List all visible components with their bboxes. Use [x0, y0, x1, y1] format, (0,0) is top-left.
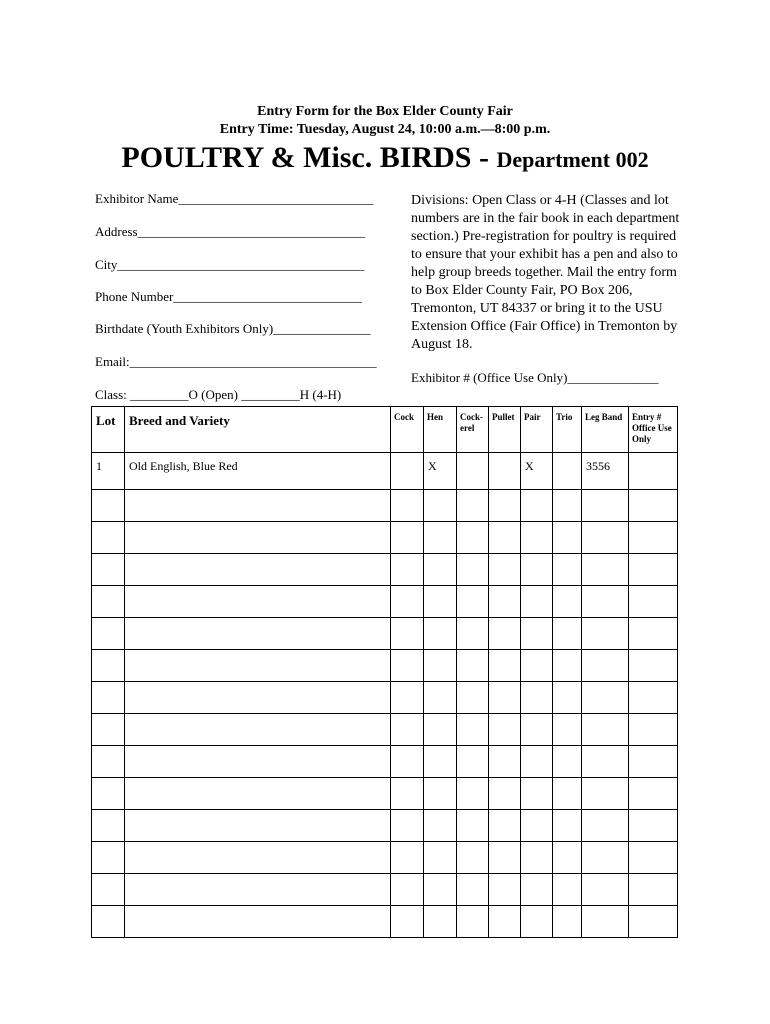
col-breed: Breed and Variety [125, 407, 391, 453]
cell-entry-number[interactable] [629, 453, 678, 490]
table-row[interactable] [92, 682, 678, 714]
col-entry-number: Entry # Office Use Only [629, 407, 678, 453]
table-row[interactable] [92, 490, 678, 522]
form-heading: Entry Form for the Box Elder County Fair [257, 104, 513, 119]
table-row[interactable] [92, 714, 678, 746]
table-row[interactable] [92, 618, 678, 650]
col-hen: Hen [424, 407, 457, 453]
table-row[interactable] [92, 842, 678, 874]
phone-field[interactable]: Phone Number_____________________________ [95, 289, 362, 304]
table-row[interactable] [92, 746, 678, 778]
table-row[interactable] [92, 778, 678, 810]
cell-breed[interactable]: Old English, Blue Red [125, 453, 391, 490]
col-pair: Pair [521, 407, 553, 453]
col-lot: Lot [92, 407, 125, 453]
col-trio: Trio [553, 407, 582, 453]
table-row[interactable] [92, 586, 678, 618]
col-cockerel: Cock-erel [457, 407, 489, 453]
class-field[interactable]: Class: _________O (Open) _________H (4-H) [95, 387, 342, 402]
exhibitor-number-field[interactable]: Exhibitor # (Office Use Only)______________ [411, 370, 659, 385]
page-title [0, 141, 770, 177]
title-main: POULTRY & Misc. BIRDS - [121, 141, 497, 174]
col-pullet: Pullet [489, 407, 521, 453]
cell-pullet[interactable] [489, 453, 521, 490]
table-row[interactable] [92, 810, 678, 842]
table-row[interactable] [92, 522, 678, 554]
birthdate-field[interactable]: Birthdate (Youth Exhibitors Only)_______________ [95, 321, 371, 336]
city-field[interactable]: City______________________________________ [95, 257, 365, 272]
cell-lot[interactable]: 1 [92, 453, 125, 490]
table-row[interactable] [92, 906, 678, 938]
entry-time: Entry Time: Tuesday, August 24, 10:00 a.m.—8:00 p.m. [219, 122, 551, 137]
address-field[interactable]: Address___________________________________ [95, 224, 366, 239]
cell-cock[interactable] [391, 453, 424, 490]
department-label: Department 002 [496, 147, 649, 172]
col-leg-band: Leg Band [582, 407, 629, 453]
table-row[interactable] [92, 554, 678, 586]
cell-trio[interactable] [553, 453, 582, 490]
table-row [92, 453, 678, 490]
cell-pair[interactable]: X [521, 453, 553, 490]
email-field[interactable]: Email:______________________________________ [95, 354, 377, 369]
cell-cockerel[interactable] [457, 453, 489, 490]
exhibitor-name-field[interactable]: Exhibitor Name______________________________ [95, 191, 374, 206]
col-cock: Cock [391, 407, 424, 453]
table-row[interactable] [92, 650, 678, 682]
table-row[interactable] [92, 874, 678, 906]
cell-hen[interactable]: X [424, 453, 457, 490]
entry-table [91, 406, 678, 938]
divisions-text: Divisions: Open Class or 4-H (Classes and lot numbers are in the fair book in each department section.) Pre-registration for poultry is required to ensure that your exhibit has a pen and also to help group breeds together. Mail the entry form to Box Elder County Fair, PO Box 206, Tremonton, UT 84337 or bring it to the USU Extension Office (Fair Office) in Tremonton by August 18. [411, 193, 680, 352]
cell-leg-band[interactable]: 3556 [582, 453, 629, 490]
table-header-row [92, 407, 678, 453]
